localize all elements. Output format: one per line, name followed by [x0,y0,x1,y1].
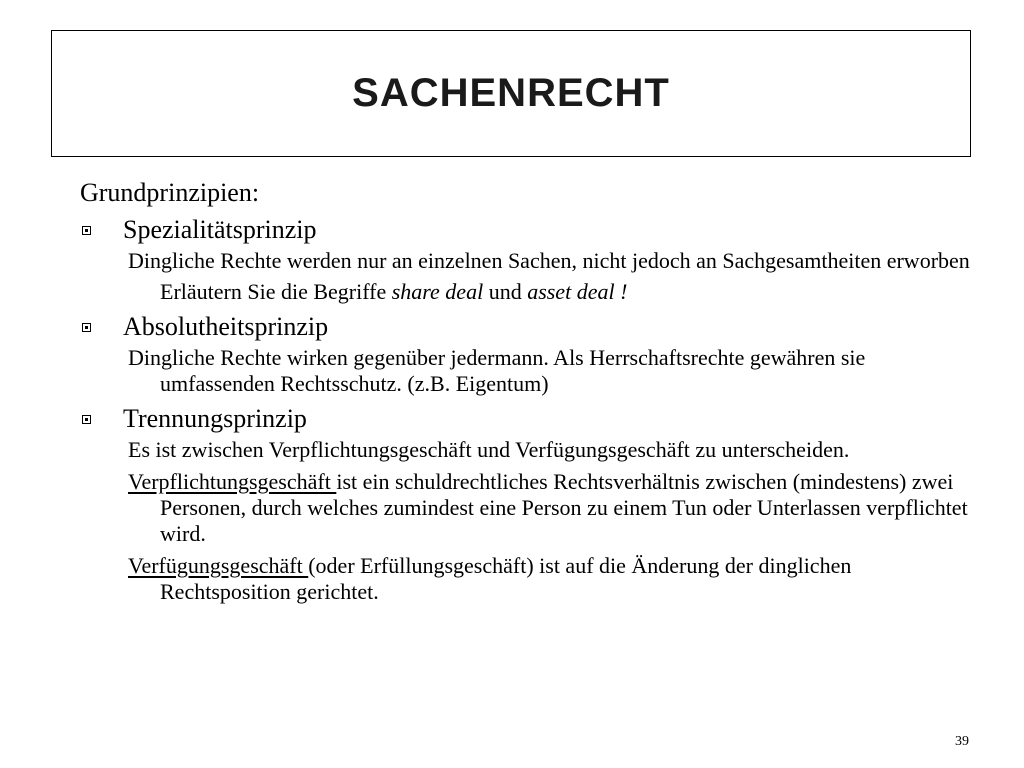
bullet-label: Trennungsprinzip [123,404,307,433]
term-verpflichtungsgeschaeft: Verpflichtungsgeschäft [128,469,337,494]
term-share-deal: share deal [391,279,484,304]
bullet-spezialitaetsprinzip [80,214,980,246]
title-box [51,30,971,157]
square-bullet-icon [82,226,91,235]
bullet-absolutheitsprinzip [80,311,980,343]
bullet-label: Absolutheitsprinzip [123,312,329,341]
def-text: (oder Erfüllungsgeschäft) ist auf die Änderung der dinglichen Rechtsposition gerichtet. [160,553,852,604]
square-bullet-icon [82,415,91,424]
square-bullet-icon [82,323,91,332]
spezialitaet-text: Dingliche Rechte werden nur an einzelnen Sachen, nicht jedoch an Sachgesamtheiten erworben [128,248,970,273]
bullet-trennungsprinzip [80,403,980,435]
heading-grundprinzipien: Grundprinzipien: [80,178,260,207]
slide-title: SACHENRECHT [352,71,670,115]
term-asset-deal: asset deal ! [527,279,628,304]
slide-content [80,176,980,605]
def-verpflichtungsgeschaeft [128,469,980,547]
def-verfuegungsgeschaeft [128,553,980,605]
def-text: ist ein schuldrechtliches Rechtsverhältnis zwischen (mindestens) zwei Personen, durch welches zumindest eine Person zu einem Tun oder Unterlassen verpflichtet wird. [160,469,968,546]
absolutheit-text: Dingliche Rechte wirken gegenüber jedermann. Als Herrschaftsrechte gewähren sie umfassenden Rechtsschutz. (z.B. Eigentum) [128,345,866,396]
question-connector: und [483,279,528,304]
page-number: 39 [955,734,969,749]
trennung-text: Es ist zwischen Verpflichtungsgeschäft und Verfügungsgeschäft zu unterscheiden. [128,437,850,462]
bullet-label: Spezialitätsprinzip [123,215,317,244]
spezialitaet-question [160,279,980,305]
term-verfuegungsgeschaeft: Verfügungsgeschäft [128,553,309,578]
question-text: Erläutern Sie die Begriffe [160,279,392,304]
